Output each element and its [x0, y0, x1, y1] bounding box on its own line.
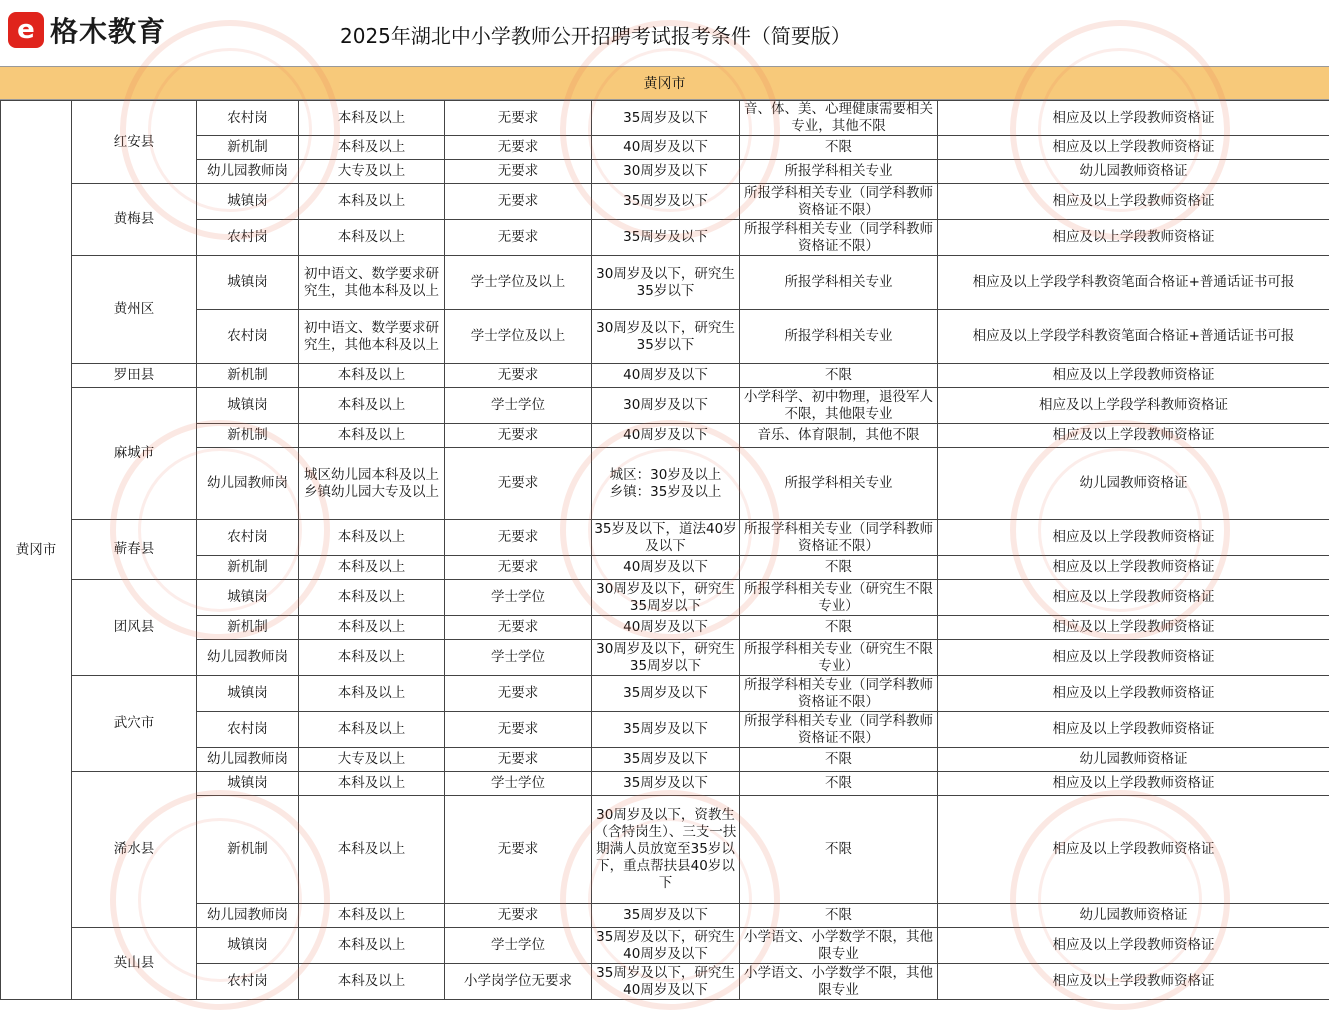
- table-cell: 30周岁及以下: [592, 388, 740, 424]
- table-cell: 35周岁及以下: [592, 220, 740, 256]
- table-cell: 不限: [740, 136, 938, 160]
- table-cell: 本科及以上: [299, 928, 445, 964]
- table-cell: 本科及以上: [299, 676, 445, 712]
- table-cell: 无要求: [445, 556, 592, 580]
- table-cell: 35周岁及以下: [592, 184, 740, 220]
- table-cell: 所报学科相关专业: [740, 160, 938, 184]
- table-cell: 农村岗: [197, 220, 299, 256]
- county-cell: 团风县: [72, 580, 197, 676]
- table-row: [1, 520, 1329, 556]
- table-cell: 农村岗: [197, 520, 299, 556]
- table-cell: 幼儿园教师岗: [197, 748, 299, 772]
- table-cell: 农村岗: [197, 964, 299, 1000]
- table-cell: 不限: [740, 748, 938, 772]
- table-cell: 无要求: [445, 676, 592, 712]
- table-cell: 城区：30岁及以上 乡镇：35岁及以上: [592, 448, 740, 520]
- table-cell: 30周岁及以下，研究生35岁以下: [592, 256, 740, 310]
- table-cell: 相应及以上学段教师资格证: [938, 772, 1329, 796]
- table-cell: 不限: [740, 556, 938, 580]
- county-cell: 麻城市: [72, 388, 197, 520]
- table-cell: 所报学科相关专业（同学科教师资格证不限）: [740, 520, 938, 556]
- table-cell: 无要求: [445, 712, 592, 748]
- county-cell: 英山县: [72, 928, 197, 1000]
- table-cell: 新机制: [197, 556, 299, 580]
- table-cell: 城镇岗: [197, 676, 299, 712]
- table-cell: 不限: [740, 796, 938, 904]
- table-cell: 无要求: [445, 220, 592, 256]
- requirements-table: [0, 100, 1329, 1000]
- table-row: [1, 556, 1329, 580]
- table-cell: 35周岁及以下: [592, 904, 740, 928]
- table-cell: 本科及以上: [299, 364, 445, 388]
- table-cell: 无要求: [445, 160, 592, 184]
- table-row: [1, 640, 1329, 676]
- table-cell: 相应及以上学段教师资格证: [938, 616, 1329, 640]
- table-row: [1, 676, 1329, 712]
- table-cell: 农村岗: [197, 310, 299, 364]
- table-row: [1, 928, 1329, 964]
- table-cell: 新机制: [197, 424, 299, 448]
- table-cell: 新机制: [197, 796, 299, 904]
- table-cell: 小学科学、初中物理，退役军人不限，其他限专业: [740, 388, 938, 424]
- table-row: [1, 616, 1329, 640]
- table-cell: 本科及以上: [299, 616, 445, 640]
- table-cell: 所报学科相关专业（同学科教师资格证不限）: [740, 184, 938, 220]
- table-cell: 学士学位及以上: [445, 310, 592, 364]
- table-cell: 农村岗: [197, 101, 299, 136]
- table-row: [1, 364, 1329, 388]
- table-cell: 城镇岗: [197, 184, 299, 220]
- logo-icon: e: [8, 12, 44, 48]
- table-cell: 新机制: [197, 364, 299, 388]
- table-row: [1, 136, 1329, 160]
- table-cell: 学士学位: [445, 928, 592, 964]
- table-cell: 大专及以上: [299, 748, 445, 772]
- table-cell: 城镇岗: [197, 772, 299, 796]
- table-cell: 无要求: [445, 448, 592, 520]
- table-cell: 不限: [740, 364, 938, 388]
- table-cell: 35周岁及以下: [592, 676, 740, 712]
- table-cell: 相应及以上学段教师资格证: [938, 580, 1329, 616]
- table-cell: 幼儿园教师资格证: [938, 748, 1329, 772]
- table-cell: 音乐、体育限制，其他不限: [740, 424, 938, 448]
- table-cell: 本科及以上: [299, 580, 445, 616]
- table-cell: 相应及以上学段教师资格证: [938, 712, 1329, 748]
- table-cell: 城镇岗: [197, 256, 299, 310]
- table-cell: 幼儿园教师岗: [197, 160, 299, 184]
- table-cell: 40周岁及以下: [592, 364, 740, 388]
- county-cell: 浠水县: [72, 772, 197, 928]
- table-cell: 不限: [740, 904, 938, 928]
- table-cell: 幼儿园教师岗: [197, 640, 299, 676]
- table-cell: 35周岁及以下: [592, 101, 740, 136]
- county-cell: 蕲春县: [72, 520, 197, 580]
- table-cell: 35周岁及以下，研究生40周岁及以下: [592, 964, 740, 1000]
- table-cell: 无要求: [445, 904, 592, 928]
- table-cell: 无要求: [445, 748, 592, 772]
- table-cell: 所报学科相关专业（同学科教师资格证不限）: [740, 676, 938, 712]
- table-cell: 相应及以上学段学科教师资格证: [938, 388, 1329, 424]
- table-cell: 30周岁及以下，资教生（含特岗生）、三支一扶期满人员放宽至35岁以下，重点帮扶县40岁以下: [592, 796, 740, 904]
- table-cell: 无要求: [445, 616, 592, 640]
- table-cell: 不限: [740, 616, 938, 640]
- table-cell: 本科及以上: [299, 964, 445, 1000]
- table-row: [1, 101, 1329, 136]
- table-cell: 相应及以上学段教师资格证: [938, 520, 1329, 556]
- table-cell: 学士学位: [445, 580, 592, 616]
- table-cell: 相应及以上学段教师资格证: [938, 676, 1329, 712]
- table-cell: 所报学科相关专业（同学科教师资格证不限）: [740, 712, 938, 748]
- table-cell: 小学岗学位无要求: [445, 964, 592, 1000]
- county-cell: 黄梅县: [72, 184, 197, 256]
- table-cell: 所报学科相关专业（研究生不限专业）: [740, 640, 938, 676]
- table-row: [1, 712, 1329, 748]
- table-cell: 35岁及以下，道法40岁及以下: [592, 520, 740, 556]
- table-cell: 城区幼儿园本科及以上 乡镇幼儿园大专及以上: [299, 448, 445, 520]
- table-cell: 大专及以上: [299, 160, 445, 184]
- table-cell: 所报学科相关专业（同学科教师资格证不限）: [740, 220, 938, 256]
- table-cell: 无要求: [445, 136, 592, 160]
- table-cell: 40周岁及以下: [592, 136, 740, 160]
- table-cell: 本科及以上: [299, 796, 445, 904]
- county-cell: 红安县: [72, 101, 197, 184]
- table-cell: 35周岁及以下: [592, 748, 740, 772]
- table-cell: 新机制: [197, 136, 299, 160]
- page-header: [0, 0, 1329, 66]
- table-cell: 本科及以上: [299, 556, 445, 580]
- brand-name: 格木教育: [50, 10, 166, 50]
- table-row: [1, 748, 1329, 772]
- table-row: [1, 796, 1329, 904]
- table-cell: 城镇岗: [197, 928, 299, 964]
- table-row: [1, 160, 1329, 184]
- table-cell: 无要求: [445, 101, 592, 136]
- table-cell: 相应及以上学段教师资格证: [938, 101, 1329, 136]
- table-cell: 城镇岗: [197, 580, 299, 616]
- county-cell: 罗田县: [72, 364, 197, 388]
- table-cell: 40周岁及以下: [592, 424, 740, 448]
- page-title: 2025年湖北中小学教师公开招聘考试报考条件（简要版）: [340, 20, 851, 49]
- table-row: [1, 256, 1329, 310]
- table-cell: 相应及以上学段教师资格证: [938, 556, 1329, 580]
- table-cell: 本科及以上: [299, 136, 445, 160]
- county-cell: 武穴市: [72, 676, 197, 772]
- table-cell: 相应及以上学段学科教资笔面合格证+普通话证书可报: [938, 310, 1329, 364]
- table-cell: 小学语文、小学数学不限，其他限专业: [740, 928, 938, 964]
- table-cell: 所报学科相关专业: [740, 256, 938, 310]
- table-cell: 本科及以上: [299, 424, 445, 448]
- table-cell: 城镇岗: [197, 388, 299, 424]
- table-cell: 相应及以上学段学科教资笔面合格证+普通话证书可报: [938, 256, 1329, 310]
- table-cell: 学士学位: [445, 772, 592, 796]
- table-cell: 30周岁及以下，研究生35周岁以下: [592, 640, 740, 676]
- county-cell: 黄州区: [72, 256, 197, 364]
- table-cell: 相应及以上学段教师资格证: [938, 928, 1329, 964]
- table-cell: 30周岁及以下，研究生35岁以下: [592, 310, 740, 364]
- table-cell: 相应及以上学段教师资格证: [938, 364, 1329, 388]
- table-cell: 幼儿园教师资格证: [938, 160, 1329, 184]
- table-row: [1, 184, 1329, 220]
- table-cell: 相应及以上学段教师资格证: [938, 964, 1329, 1000]
- table-cell: 农村岗: [197, 712, 299, 748]
- table-cell: 学士学位: [445, 388, 592, 424]
- table-cell: 幼儿园教师岗: [197, 904, 299, 928]
- table-cell: 本科及以上: [299, 904, 445, 928]
- city-cell: 黄冈市: [1, 101, 72, 1000]
- table-cell: 音、体、美、心理健康需要相关专业，其他不限: [740, 101, 938, 136]
- table-cell: 相应及以上学段教师资格证: [938, 640, 1329, 676]
- table-cell: 30周岁及以下: [592, 160, 740, 184]
- table-cell: 学士学位及以上: [445, 256, 592, 310]
- table-cell: 30周岁及以下，研究生35周岁以下: [592, 580, 740, 616]
- table-cell: 无要求: [445, 424, 592, 448]
- table-row: [1, 388, 1329, 424]
- table-cell: 35周岁及以下，研究生40周岁及以下: [592, 928, 740, 964]
- table-row: [1, 772, 1329, 796]
- table-cell: 相应及以上学段教师资格证: [938, 220, 1329, 256]
- table-cell: 不限: [740, 772, 938, 796]
- table-cell: 本科及以上: [299, 772, 445, 796]
- table-cell: 相应及以上学段教师资格证: [938, 424, 1329, 448]
- city-header: 黄冈市: [0, 66, 1329, 100]
- table-row: [1, 424, 1329, 448]
- table-cell: 本科及以上: [299, 640, 445, 676]
- table-cell: 无要求: [445, 796, 592, 904]
- table-row: [1, 964, 1329, 1000]
- table-cell: 相应及以上学段教师资格证: [938, 796, 1329, 904]
- table-cell: 35周岁及以下: [592, 772, 740, 796]
- table-cell: 无要求: [445, 364, 592, 388]
- table-cell: 幼儿园教师资格证: [938, 904, 1329, 928]
- brand-logo: [8, 10, 166, 50]
- table-cell: 小学语文、小学数学不限，其他限专业: [740, 964, 938, 1000]
- table-cell: 相应及以上学段教师资格证: [938, 136, 1329, 160]
- table-cell: 无要求: [445, 520, 592, 556]
- table-cell: 所报学科相关专业（研究生不限专业）: [740, 580, 938, 616]
- table-cell: 无要求: [445, 184, 592, 220]
- table-row: [1, 448, 1329, 520]
- table-cell: 相应及以上学段教师资格证: [938, 184, 1329, 220]
- table-row: [1, 904, 1329, 928]
- table-cell: 学士学位: [445, 640, 592, 676]
- table-cell: 本科及以上: [299, 184, 445, 220]
- table-cell: 初中语文、数学要求研究生，其他本科及以上: [299, 256, 445, 310]
- table-cell: 幼儿园教师岗: [197, 448, 299, 520]
- table-cell: 本科及以上: [299, 712, 445, 748]
- table-cell: 本科及以上: [299, 388, 445, 424]
- table-cell: 新机制: [197, 616, 299, 640]
- table-cell: 初中语文、数学要求研究生，其他本科及以上: [299, 310, 445, 364]
- table-cell: 本科及以上: [299, 101, 445, 136]
- table-cell: 40周岁及以下: [592, 616, 740, 640]
- table-row: [1, 580, 1329, 616]
- table-cell: 本科及以上: [299, 220, 445, 256]
- table-row: [1, 220, 1329, 256]
- table-cell: 35周岁及以下: [592, 712, 740, 748]
- table-cell: 所报学科相关专业: [740, 448, 938, 520]
- table-cell: 所报学科相关专业: [740, 310, 938, 364]
- table-cell: 本科及以上: [299, 520, 445, 556]
- table-cell: 40周岁及以下: [592, 556, 740, 580]
- table-row: [1, 310, 1329, 364]
- table-cell: 幼儿园教师资格证: [938, 448, 1329, 520]
